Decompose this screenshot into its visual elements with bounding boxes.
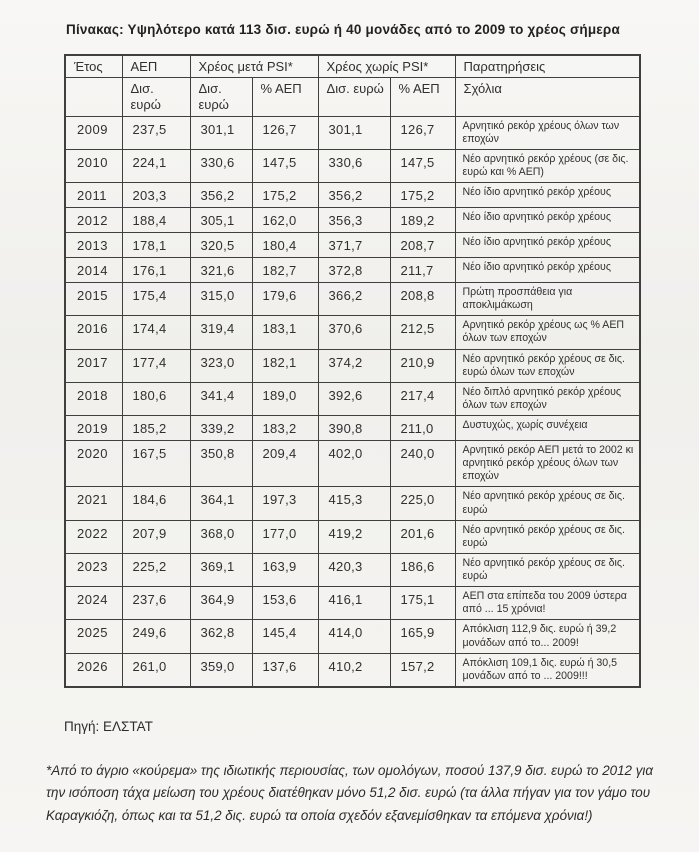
cell-debt-without-psi-pct: 175,1	[390, 587, 455, 620]
cell-debt-without-psi: 374,2	[318, 349, 390, 382]
cell-debt-after-psi-pct: 180,4	[252, 233, 318, 258]
subheader-comments: Σχόλια	[455, 78, 640, 117]
cell-year: 2011	[65, 183, 122, 208]
cell-year: 2016	[65, 316, 122, 349]
cell-debt-without-psi: 414,0	[318, 620, 390, 653]
header-row-units	[65, 78, 640, 117]
table-row	[65, 520, 640, 553]
table-row	[65, 553, 640, 586]
cell-debt-without-psi-pct: 189,2	[390, 208, 455, 233]
cell-comment: Νέο αρνητικό ρεκόρ χρέους σε δις. ευρώ	[455, 487, 640, 520]
cell-debt-without-psi-pct: 217,4	[390, 382, 455, 415]
cell-debt-without-psi: 416,1	[318, 587, 390, 620]
cell-debt-without-psi: 372,8	[318, 258, 390, 283]
cell-comment: Νέο ίδιο αρνητικό ρεκόρ χρέους	[455, 208, 640, 233]
cell-comment: Νέο αρνητικό ρεκόρ χρέους (σε δις. ευρώ και % ΑΕΠ)	[455, 149, 640, 182]
cell-gdp: 178,1	[122, 233, 190, 258]
cell-debt-without-psi-pct: 210,9	[390, 349, 455, 382]
subheader-year-empty	[65, 78, 122, 117]
cell-debt-after-psi: 368,0	[190, 520, 252, 553]
cell-gdp: 261,0	[122, 653, 190, 687]
table-row	[65, 349, 640, 382]
cell-comment: Νέο ίδιο αρνητικό ρεκόρ χρέους	[455, 233, 640, 258]
cell-comment: Δυστυχώς, χωρίς συνέχεια	[455, 416, 640, 441]
cell-gdp: 249,6	[122, 620, 190, 653]
cell-comment: Νέο αρνητικό ρεκόρ χρέους σε δις. ευρώ	[455, 520, 640, 553]
cell-debt-without-psi: 415,3	[318, 487, 390, 520]
cell-year: 2017	[65, 349, 122, 382]
cell-year: 2009	[65, 116, 122, 149]
cell-debt-after-psi-pct: 137,6	[252, 653, 318, 687]
cell-gdp: 177,4	[122, 349, 190, 382]
cell-debt-without-psi-pct: 211,0	[390, 416, 455, 441]
cell-debt-after-psi-pct: 162,0	[252, 208, 318, 233]
cell-comment: Νέο διπλό αρνητικό ρεκόρ χρέους όλων των εποχών	[455, 382, 640, 415]
table-row	[65, 208, 640, 233]
cell-debt-without-psi: 356,2	[318, 183, 390, 208]
cell-debt-after-psi: 323,0	[190, 349, 252, 382]
cell-debt-without-psi-pct: 225,0	[390, 487, 455, 520]
table-row	[65, 258, 640, 283]
cell-debt-without-psi-pct: 126,7	[390, 116, 455, 149]
cell-year: 2010	[65, 149, 122, 182]
header-row-groups	[65, 55, 640, 78]
cell-debt-without-psi: 419,2	[318, 520, 390, 553]
cell-gdp: 167,5	[122, 441, 190, 487]
debt-table	[64, 54, 641, 688]
header-debt-after-psi: Χρέος μετά PSI*	[190, 55, 318, 78]
cell-comment: Νέο ίδιο αρνητικό ρεκόρ χρέους	[455, 183, 640, 208]
cell-gdp: 207,9	[122, 520, 190, 553]
cell-debt-without-psi: 402,0	[318, 441, 390, 487]
cell-debt-after-psi-pct: 189,0	[252, 382, 318, 415]
table-row	[65, 283, 640, 316]
table-row	[65, 382, 640, 415]
cell-debt-without-psi: 420,3	[318, 553, 390, 586]
cell-debt-without-psi-pct: 208,8	[390, 283, 455, 316]
cell-debt-after-psi-pct: 197,3	[252, 487, 318, 520]
cell-debt-after-psi: 319,4	[190, 316, 252, 349]
cell-debt-after-psi: 305,1	[190, 208, 252, 233]
cell-debt-after-psi: 350,8	[190, 441, 252, 487]
cell-gdp: 174,4	[122, 316, 190, 349]
subheader-nopsi-bln: Δισ. ευρώ	[318, 78, 390, 117]
cell-year: 2021	[65, 487, 122, 520]
cell-year: 2020	[65, 441, 122, 487]
cell-debt-after-psi: 356,2	[190, 183, 252, 208]
cell-year: 2013	[65, 233, 122, 258]
cell-debt-after-psi: 341,4	[190, 382, 252, 415]
header-debt-without-psi: Χρέος χωρίς PSI*	[318, 55, 455, 78]
cell-debt-after-psi: 315,0	[190, 283, 252, 316]
cell-debt-without-psi-pct: 186,6	[390, 553, 455, 586]
cell-debt-after-psi-pct: 163,9	[252, 553, 318, 586]
cell-debt-after-psi: 364,9	[190, 587, 252, 620]
cell-year: 2023	[65, 553, 122, 586]
cell-debt-without-psi-pct: 175,2	[390, 183, 455, 208]
cell-debt-without-psi: 356,3	[318, 208, 390, 233]
cell-comment: Νέο ίδιο αρνητικό ρεκόρ χρέους	[455, 258, 640, 283]
cell-debt-after-psi-pct: 147,5	[252, 149, 318, 182]
cell-gdp: 188,4	[122, 208, 190, 233]
table-row	[65, 487, 640, 520]
table-header	[65, 55, 640, 116]
cell-comment: Αρνητικό ρεκόρ χρέους ως % ΑΕΠ όλων των εποχών	[455, 316, 640, 349]
table-row	[65, 653, 640, 687]
cell-debt-without-psi-pct: 147,5	[390, 149, 455, 182]
subheader-gdp-bln: Δισ. ευρώ	[122, 78, 190, 117]
cell-debt-without-psi: 301,1	[318, 116, 390, 149]
cell-debt-without-psi: 370,6	[318, 316, 390, 349]
cell-year: 2025	[65, 620, 122, 653]
cell-year: 2019	[65, 416, 122, 441]
cell-debt-after-psi-pct: 177,0	[252, 520, 318, 553]
cell-debt-after-psi: 301,1	[190, 116, 252, 149]
cell-debt-after-psi-pct: 183,1	[252, 316, 318, 349]
source-note: Πηγή: ΕΛΣΤΑΤ	[64, 718, 153, 734]
cell-debt-without-psi-pct: 240,0	[390, 441, 455, 487]
cell-comment: Απόκλιση 109,1 δις. ευρώ ή 30,5 μονάδων από το ... 2009!!!	[455, 653, 640, 687]
header-gdp: ΑΕΠ	[122, 55, 190, 78]
cell-debt-without-psi-pct: 208,7	[390, 233, 455, 258]
cell-gdp: 176,1	[122, 258, 190, 283]
cell-debt-after-psi-pct: 183,2	[252, 416, 318, 441]
cell-year: 2026	[65, 653, 122, 687]
cell-debt-after-psi: 330,6	[190, 149, 252, 182]
cell-debt-without-psi: 330,6	[318, 149, 390, 182]
cell-debt-after-psi-pct: 153,6	[252, 587, 318, 620]
cell-debt-after-psi: 339,2	[190, 416, 252, 441]
footnote: *Από το άγριο «κούρεμα» της ιδιωτικής περιουσίας, των ομολόγων, ποσού 137,9 δισ. ευρώ το 2012 για την ισόποση τάχα μείωση του χρέους διατέθηκαν μόνο 51,2 δισ. ευρώ (τα άλλα πήγαν για τον γάμο του Καραγκιόζη, όπως και τα 51,2 δις. ευρώ τα οποία σχεδόν εξανεμίσθηκαν τα επόμενα χρόνια!)	[46, 762, 654, 823]
cell-debt-after-psi: 321,6	[190, 258, 252, 283]
header-notes: Παρατηρήσεις	[455, 55, 640, 78]
cell-comment: ΑΕΠ στα επίπεδα του 2009 ύστερα από ... 15 χρόνια!	[455, 587, 640, 620]
cell-gdp: 225,2	[122, 553, 190, 586]
cell-debt-after-psi-pct: 182,1	[252, 349, 318, 382]
cell-debt-without-psi: 371,7	[318, 233, 390, 258]
cell-year: 2014	[65, 258, 122, 283]
cell-gdp: 203,3	[122, 183, 190, 208]
subheader-psi-pct: % ΑΕΠ	[252, 78, 318, 117]
table-row	[65, 441, 640, 487]
cell-gdp: 175,4	[122, 283, 190, 316]
cell-comment: Πρώτη προσπάθεια για αποκλιμάκωση	[455, 283, 640, 316]
cell-debt-without-psi: 390,8	[318, 416, 390, 441]
subheader-psi-bln: Δισ. ευρώ	[190, 78, 252, 117]
cell-gdp: 185,2	[122, 416, 190, 441]
cell-debt-after-psi: 364,1	[190, 487, 252, 520]
table-row	[65, 233, 640, 258]
cell-debt-after-psi-pct: 145,4	[252, 620, 318, 653]
cell-debt-after-psi-pct: 175,2	[252, 183, 318, 208]
table-row	[65, 416, 640, 441]
cell-gdp: 237,6	[122, 587, 190, 620]
cell-gdp: 184,6	[122, 487, 190, 520]
cell-debt-without-psi-pct: 157,2	[390, 653, 455, 687]
cell-debt-after-psi-pct: 126,7	[252, 116, 318, 149]
cell-comment: Αρνητικό ρεκόρ ΑΕΠ μετά το 2002 κι αρνητικό ρεκόρ χρέους όλων των εποχών	[455, 441, 640, 487]
table-row	[65, 149, 640, 182]
page-title: Πίνακας: Υψηλότερο κατά 113 δισ. ευρώ ή 40 μονάδες από το 2009 το χρέος σήμερα	[66, 22, 620, 37]
cell-year: 2018	[65, 382, 122, 415]
cell-year: 2024	[65, 587, 122, 620]
cell-gdp: 224,1	[122, 149, 190, 182]
cell-debt-without-psi: 410,2	[318, 653, 390, 687]
cell-year: 2022	[65, 520, 122, 553]
table-row	[65, 183, 640, 208]
cell-debt-without-psi: 392,6	[318, 382, 390, 415]
cell-debt-after-psi-pct: 182,7	[252, 258, 318, 283]
cell-debt-after-psi-pct: 209,4	[252, 441, 318, 487]
cell-debt-without-psi-pct: 211,7	[390, 258, 455, 283]
cell-year: 2012	[65, 208, 122, 233]
cell-debt-after-psi: 320,5	[190, 233, 252, 258]
subheader-nopsi-pct: % ΑΕΠ	[390, 78, 455, 117]
cell-debt-after-psi: 359,0	[190, 653, 252, 687]
cell-debt-without-psi: 366,2	[318, 283, 390, 316]
cell-comment: Νέο αρνητικό ρεκόρ χρέους σε δις. ευρώ όλων των εποχών	[455, 349, 640, 382]
table-row	[65, 116, 640, 149]
cell-debt-after-psi: 362,8	[190, 620, 252, 653]
cell-gdp: 237,5	[122, 116, 190, 149]
cell-comment: Απόκλιση 112,9 δις. ευρώ ή 39,2 μονάδων από το... 2009!	[455, 620, 640, 653]
cell-debt-without-psi-pct: 165,9	[390, 620, 455, 653]
cell-debt-without-psi-pct: 212,5	[390, 316, 455, 349]
cell-gdp: 180,6	[122, 382, 190, 415]
cell-year: 2015	[65, 283, 122, 316]
cell-debt-without-psi-pct: 201,6	[390, 520, 455, 553]
table-body	[65, 116, 640, 687]
cell-debt-after-psi-pct: 179,6	[252, 283, 318, 316]
table-row	[65, 620, 640, 653]
header-year: Έτος	[65, 55, 122, 78]
table-row	[65, 587, 640, 620]
table-row	[65, 316, 640, 349]
cell-debt-after-psi: 369,1	[190, 553, 252, 586]
cell-comment: Αρνητικό ρεκόρ χρέους όλων των εποχών	[455, 116, 640, 149]
cell-comment: Νέο αρνητικό ρεκόρ χρέους σε δις. ευρώ	[455, 553, 640, 586]
